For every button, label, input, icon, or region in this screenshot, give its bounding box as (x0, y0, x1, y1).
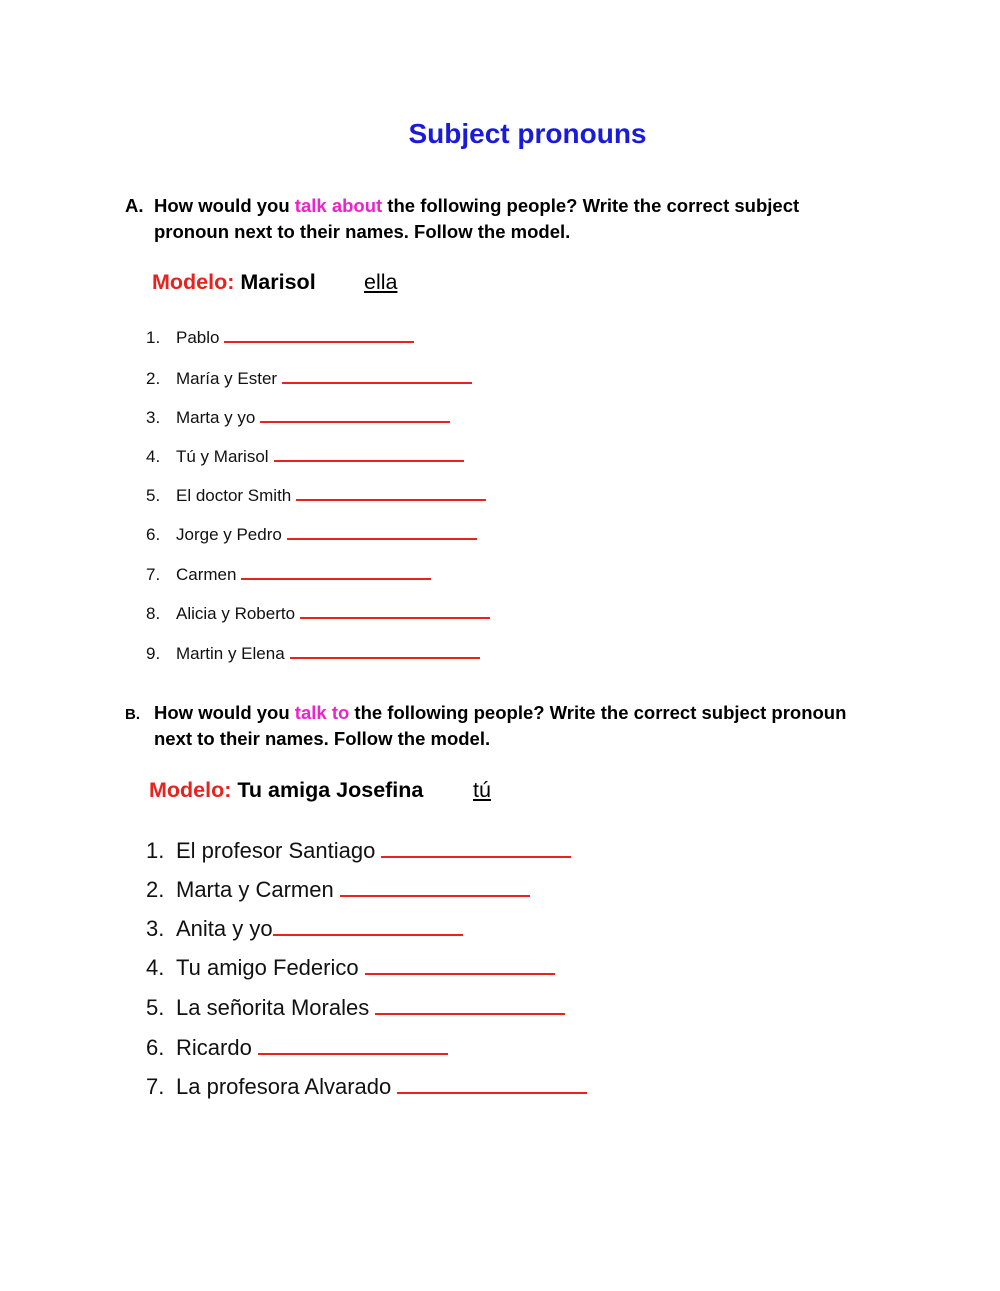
item-label: La señorita Morales (176, 995, 370, 1020)
item-number: 5. (146, 486, 161, 505)
answer-blank[interactable] (241, 566, 431, 580)
page-title: Subject pronouns (408, 118, 647, 149)
answer-blank[interactable] (260, 409, 450, 423)
item-label: El doctor Smith (176, 486, 292, 505)
instruction-text-pre: How would you (154, 702, 295, 723)
item-number: 3. (146, 408, 161, 427)
item-number: 6. (146, 525, 161, 544)
item-label: María y Ester (176, 369, 278, 388)
item-label: Tú y Marisol (176, 447, 269, 466)
answer-blank[interactable] (381, 841, 571, 858)
section-a-model (152, 270, 398, 295)
section-a-instruction (125, 193, 865, 245)
answer-blank[interactable] (273, 919, 463, 936)
answer-blank[interactable] (300, 605, 490, 619)
item-number: 3. (146, 916, 165, 941)
item-number: 1. (146, 838, 165, 863)
item-label: Ricardo (176, 1035, 252, 1060)
list-item (146, 1035, 448, 1061)
list-item (146, 447, 464, 467)
instruction-text-post: the following people? Write the correct subject pronoun next to their names. Follow the model. (154, 702, 847, 749)
item-label: Marta y Carmen (176, 877, 334, 902)
list-item (146, 955, 555, 981)
model-name: Marisol (240, 270, 316, 294)
item-label: Carmen (176, 565, 237, 584)
section-b-instruction (125, 700, 865, 752)
item-number: 8. (146, 604, 161, 623)
item-number: 5. (146, 995, 165, 1020)
item-number: 6. (146, 1035, 165, 1060)
model-label: Modelo: (152, 270, 235, 294)
instruction-highlight: talk about (294, 195, 383, 216)
section-b-model (149, 778, 491, 803)
answer-blank[interactable] (290, 645, 480, 659)
item-number: 7. (146, 1074, 165, 1099)
item-label: Jorge y Pedro (176, 525, 282, 544)
model-label: Modelo: (149, 778, 232, 802)
list-item (146, 995, 565, 1021)
item-label: Tu amigo Federico (176, 955, 359, 980)
section-a-instruction-text (154, 193, 865, 245)
list-item (146, 838, 571, 864)
list-item (146, 644, 480, 664)
item-label: Alicia y Roberto (176, 604, 296, 623)
list-item (146, 408, 450, 428)
item-label: Pablo (176, 328, 220, 347)
list-item (146, 369, 472, 389)
item-number: 4. (146, 447, 161, 466)
item-label: Marta y yo (176, 408, 256, 427)
answer-blank[interactable] (282, 370, 472, 384)
answer-blank[interactable] (375, 998, 565, 1015)
item-number: 2. (146, 877, 165, 902)
answer-blank[interactable] (287, 526, 477, 540)
item-number: 1. (146, 328, 161, 347)
answer-blank[interactable] (274, 448, 464, 462)
section-a-letter: A. (125, 195, 144, 216)
answer-blank[interactable] (224, 329, 414, 343)
list-item (146, 916, 463, 942)
item-number: 7. (146, 565, 161, 584)
instruction-text-post: the following people? Write the correct subject pronoun next to their names. Follow the model. (154, 195, 800, 242)
answer-blank[interactable] (296, 487, 486, 501)
model-answer: tú (473, 778, 491, 802)
instruction-highlight: talk to (294, 702, 350, 723)
section-b-instruction-text (154, 700, 865, 752)
item-number: 9. (146, 644, 161, 663)
item-number: 4. (146, 955, 165, 980)
instruction-text-pre: How would you (154, 195, 295, 216)
model-name: Tu amiga Josefina (237, 778, 424, 802)
item-number: 2. (146, 369, 161, 388)
item-label: El profesor Santiago (176, 838, 376, 863)
list-item (146, 525, 477, 545)
list-item (146, 877, 530, 903)
model-answer: ella (364, 270, 398, 294)
list-item (146, 1074, 587, 1100)
item-label: La profesora Alvarado (176, 1074, 392, 1099)
item-label: Anita y yo (176, 916, 273, 941)
list-item (146, 486, 486, 506)
answer-blank[interactable] (397, 1077, 587, 1094)
list-item (146, 604, 490, 624)
answer-blank[interactable] (340, 880, 530, 897)
answer-blank[interactable] (365, 958, 555, 975)
section-b-letter: B. (125, 706, 140, 723)
item-label: Martin y Elena (176, 644, 285, 663)
list-item (146, 565, 431, 585)
answer-blank[interactable] (258, 1038, 448, 1055)
list-item (146, 328, 414, 348)
